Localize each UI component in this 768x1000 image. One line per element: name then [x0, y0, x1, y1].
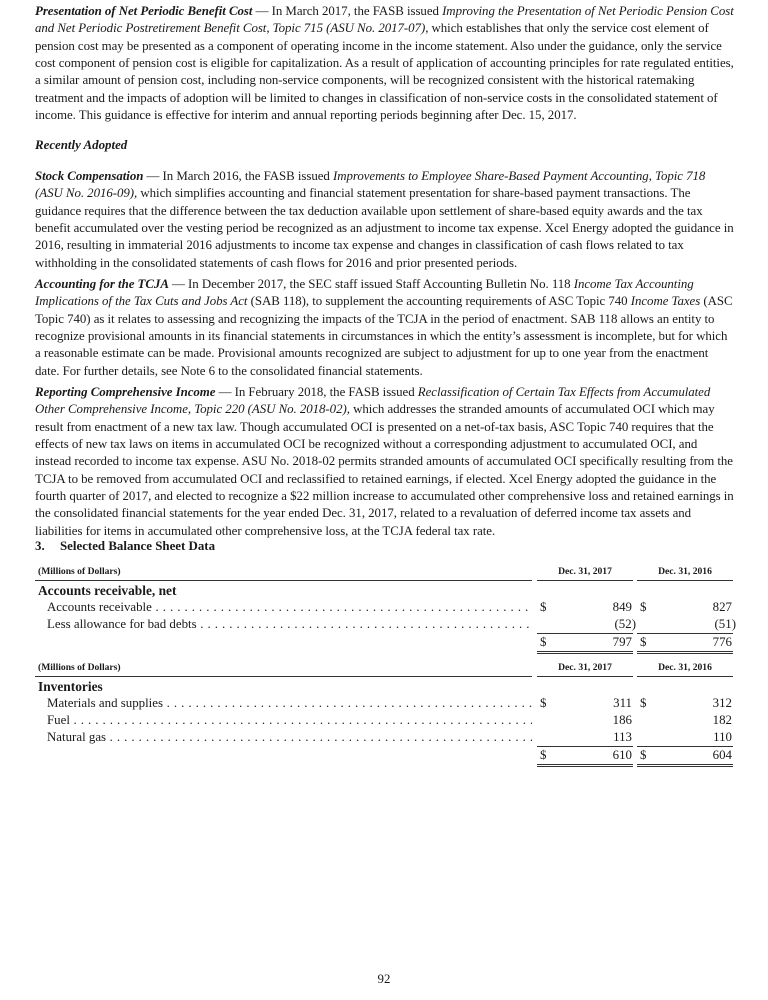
cell-2016: [637, 712, 733, 729]
currency-symbol: $: [640, 696, 647, 710]
table-row: [35, 729, 734, 746]
table-header: [35, 659, 734, 678]
column-header-2016: [637, 662, 733, 673]
standard-title: Reclassification of Certain Tax Effects from Accumulated Other Comprehensive Income, Topic 220 (ASU No. 2018-02),: [35, 385, 711, 417]
section-title: Selected Balance Sheet Data: [60, 539, 216, 553]
row-label: [47, 729, 532, 746]
paragraph-text: — In February 2018, the FASB issued: [215, 385, 418, 399]
recently-adopted-heading-block: [35, 137, 734, 154]
section-heading: [35, 539, 215, 554]
total-2017: [537, 746, 633, 764]
cell-value: 110: [713, 730, 732, 744]
cell-value: 182: [712, 713, 732, 727]
cell-2017: [537, 695, 633, 712]
leader-dots: [197, 617, 532, 631]
standard-title: Improving the Presentation of Net Periodic Pension Cost and Net Periodic Postretirement Benefit Cost, Topic 715 (ASU No. 2017-07): [35, 4, 734, 36]
column-header-label: Dec. 31, 2016: [658, 662, 712, 673]
total-row: [35, 633, 734, 650]
currency-symbol: $: [540, 696, 547, 710]
column-header-label: Dec. 31, 2016: [658, 566, 712, 577]
cell-value: 311: [613, 696, 632, 710]
paragraph-text: — In December 2017, the SEC staff issued Staff Accounting Bulletin No. 118: [168, 277, 574, 291]
cell-2017: [537, 616, 636, 633]
header-rule: [537, 580, 633, 581]
standard-title: Improvements to Employee Share-Based Payment Accounting, Topic 718 (ASU No. 2016-09),: [35, 169, 706, 201]
total-row: [35, 746, 734, 763]
paragraph-text: which simplifies accounting and financial statement presentation for share-based payment transactions. The guidance requires that the difference between the tax deduction available upon settlement of share-based equity awards and the tax benefit accumulated over the vesting period be recognized as an adjustment to income tax expense. Xcel Energy adopted the guidance in 2016, resulting in immaterial 2016 adjustments to income tax expense and changes in classification of cash flows related to tax withholding in the consolidated statements of cash flows for 2016 and prior presented periods.: [35, 186, 734, 270]
cell-value: 113: [613, 730, 632, 744]
paragraph-lead: Accounting for the TCJA: [35, 277, 169, 291]
currency-symbol: $: [540, 600, 547, 614]
recently-adopted-heading: Recently Adopted: [35, 138, 128, 152]
header-rule: [537, 676, 633, 677]
paragraph-lead: Reporting Comprehensive Income: [35, 385, 216, 399]
cell-2016: [637, 695, 733, 712]
group-heading: Inventories: [38, 679, 103, 694]
cell-value: (52): [614, 617, 636, 631]
total-2016: [637, 633, 733, 651]
paragraph-lead: Presentation of Net Periodic Benefit Cost: [35, 4, 253, 18]
currency-symbol: $: [640, 635, 647, 649]
paragraph-text: — In March 2017, the FASB issued: [252, 4, 443, 18]
currency-symbol: $: [640, 600, 647, 614]
table-header: [35, 563, 734, 582]
currency-symbol: $: [540, 635, 547, 649]
group-heading: Accounts receivable, net: [38, 583, 177, 598]
row-label-text: Fuel: [47, 713, 70, 727]
total-value: 797: [612, 635, 632, 649]
units-label: (Millions of Dollars): [38, 662, 121, 673]
paragraph-text: , which establishes that only the service cost element of pension cost may be presented as a component of operating income in the income statement. Also under the guidance, only the service cost component of pension cost is eligible for capitalization. As a result of application of accounting principles for rate regulated entities, a similar amount of pension cost, including non-service components, will be recognized consistent with the historical ratemaking treatment and the impacts of adoption will be limited to changes in classification of non-service costs in the consolidated statement of income. This guidance is effective for interim and annual reporting periods beginning after Dec. 15, 2017.: [35, 21, 734, 123]
column-header-2017: [537, 566, 633, 577]
cell-2017: [537, 599, 633, 616]
paragraph-text: (ASC Topic 740) as it relates to assessing and recognizing the impacts of the TCJA in the period of enactment. SAB 118 allows an entity to recognize provisional amounts in its financial statements in circumstances in which the entity’s assessment is incomplete, but for which a reasonable estimate can be made. Provisional amounts recognized are subject to adjustment for up to one year from the enactment date. For further details, see Note 6 to the consolidated financial statements.: [35, 294, 733, 378]
leader-dots: [152, 600, 532, 614]
total-2016: [637, 746, 733, 764]
cell-2017: [537, 729, 633, 746]
row-label-text: Materials and supplies: [47, 696, 163, 710]
topic-title: Income Taxes: [630, 294, 701, 309]
total-value: 604: [712, 748, 732, 762]
total-value: 776: [712, 635, 732, 649]
table-row: [35, 712, 734, 729]
paragraph-text: (SAB 118), to supplement the accounting requirements of ASC Topic 740: [247, 294, 631, 309]
leader-dots: [70, 713, 532, 727]
table-row: [35, 695, 734, 712]
total-value: 610: [612, 748, 632, 762]
cell-2016: [637, 599, 733, 616]
paragraph-lead: Stock Compensation: [35, 169, 144, 183]
header-rule: [637, 676, 733, 677]
row-label-text: Accounts receivable: [47, 600, 152, 614]
row-label-text: Natural gas: [47, 730, 107, 744]
bulletin-title: Income Tax Accounting Implications of the Tax Cuts and Jobs Act: [35, 277, 694, 309]
cell-2017: [537, 712, 633, 729]
column-header-2016: [637, 566, 733, 577]
header-rule: [35, 580, 532, 581]
paragraph-text: which addresses the stranded amounts of accumulated OCI which may result from enactment of a new tax law. Though accumulated OCI is presented on a net-of-tax basis, ASC Topic 740 requires that the effects of new tax laws on items in accumulated OCI be recognized without a corresponding adjustment to accumulated OCI, and instead recorded to income tax expense. ASU No. 2018-02 permits stranded amounts of accumulated OCI specifically resulting from the TCJA to be removed from accumulated OCI and reclassified to retained earnings, if elected. Xcel Energy adopted the guidance in the fourth quarter of 2017, and elected to recognize a $22 million increase to accumulated other comprehensive loss and retained earnings in the consolidated financial statements for the year ended Dec. 31, 2017, related to a revaluation of deferred income tax assets and liabilities for items in accumulated other comprehensive loss, at the TCJA federal tax rate.: [35, 402, 734, 538]
cell-value: 186: [612, 713, 632, 727]
cell-value: 827: [712, 600, 732, 614]
row-label: [47, 695, 532, 712]
section-number: 3.: [35, 539, 45, 553]
paragraph-stock-compensation: [35, 168, 734, 272]
inventories-table: [35, 659, 734, 763]
column-header-label: Dec. 31, 2017: [558, 566, 612, 577]
table-row: [35, 616, 734, 633]
currency-symbol: $: [540, 748, 547, 762]
currency-symbol: $: [640, 748, 647, 762]
row-label: [47, 712, 532, 729]
paragraph-net-periodic-benefit-cost: [35, 3, 734, 124]
column-header-2017: [537, 662, 633, 673]
total-2017: [537, 633, 633, 651]
leader-dots: [106, 730, 532, 744]
leader-dots: [163, 696, 532, 710]
accounts-receivable-table: [35, 563, 734, 650]
table-row: [35, 599, 734, 616]
row-label-text: Less allowance for bad debts: [47, 617, 197, 631]
header-rule: [35, 676, 532, 677]
cell-value: (51): [714, 617, 736, 631]
cell-2016: [637, 616, 736, 633]
cell-2016: [637, 729, 733, 746]
row-label: [47, 616, 532, 633]
cell-value: 849: [612, 600, 632, 614]
row-label: [47, 599, 532, 616]
paragraph-text: — In March 2016, the FASB issued: [143, 169, 333, 183]
paragraph-accounting-tcja: [35, 276, 734, 380]
paragraph-reporting-comprehensive-income: [35, 384, 734, 540]
column-header-label: Dec. 31, 2017: [558, 662, 612, 673]
page-number: 92: [377, 972, 391, 986]
units-label: (Millions of Dollars): [38, 566, 121, 577]
cell-value: 312: [712, 696, 732, 710]
header-rule: [637, 580, 733, 581]
